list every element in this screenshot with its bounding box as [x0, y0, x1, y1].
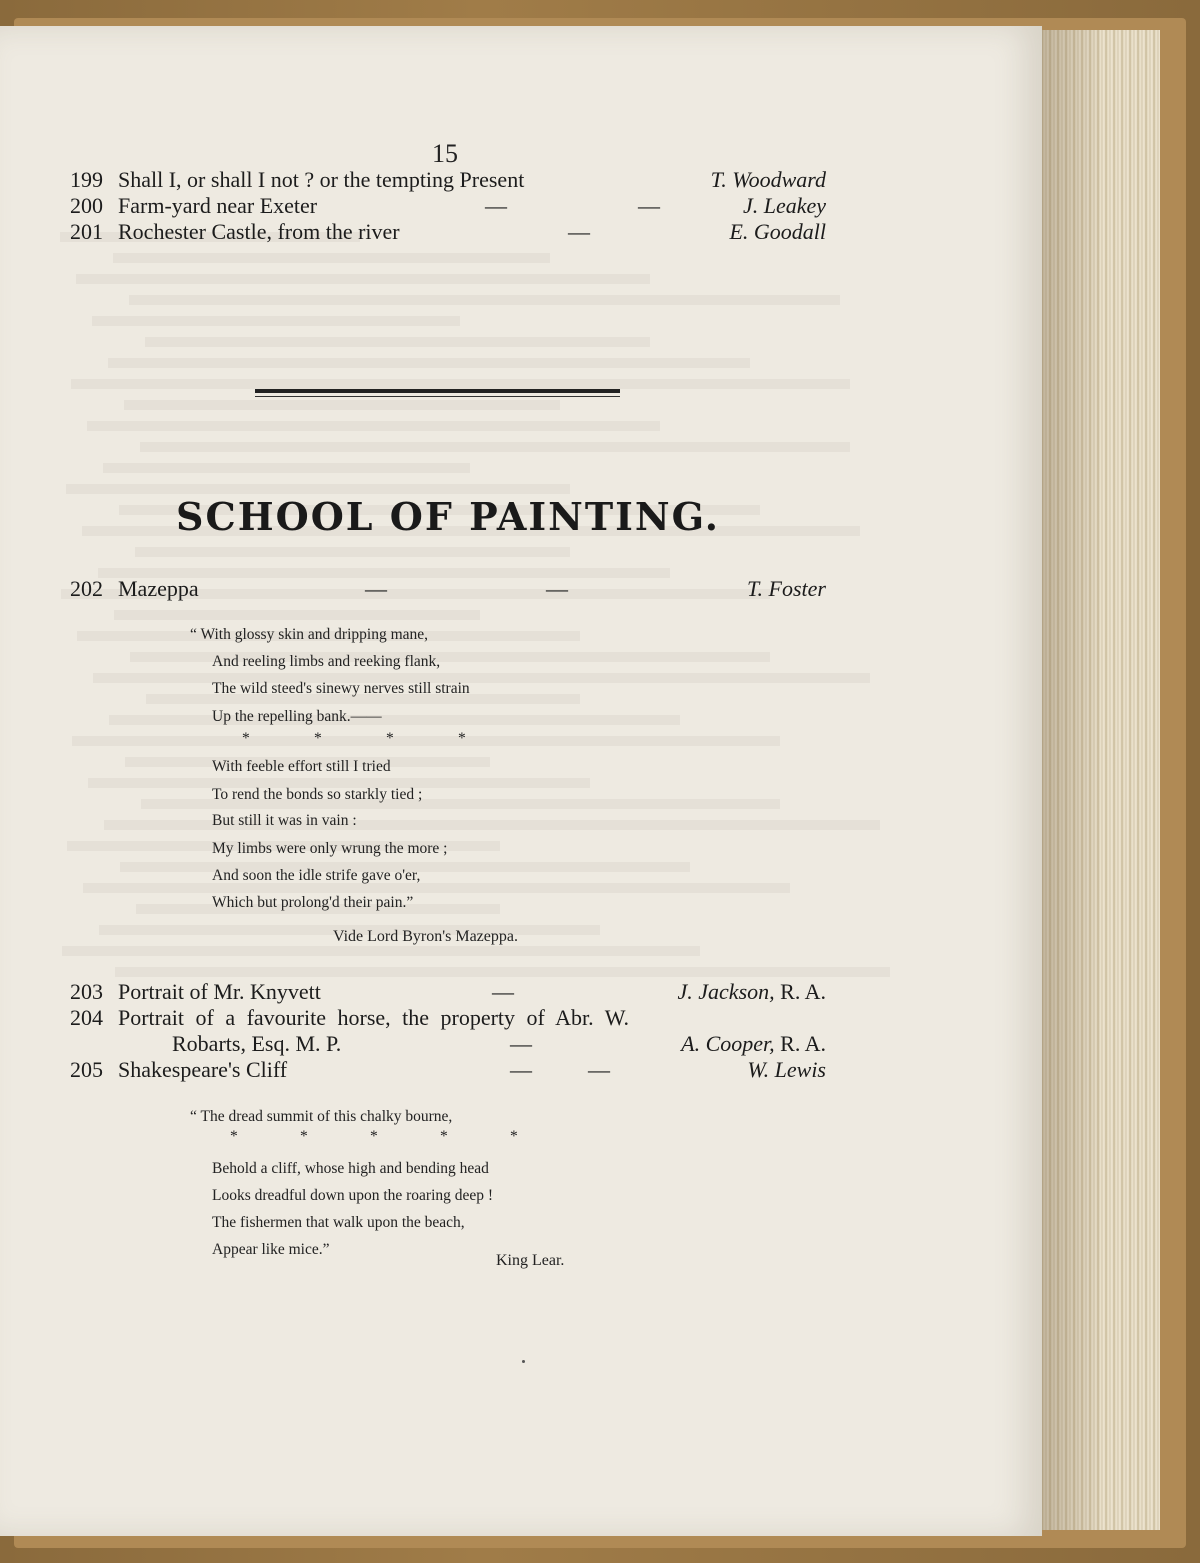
entry-dash: —: [568, 219, 590, 244]
entry-dash: —: [588, 1057, 610, 1082]
show-through-line: [145, 337, 650, 347]
show-through-line: [113, 253, 550, 263]
show-through-line: [135, 547, 570, 557]
show-through-line: [103, 463, 470, 473]
show-through-line: [76, 274, 650, 284]
entry-artist: E. Goodall: [729, 219, 826, 244]
verse-line: Appear like mice.”: [212, 1241, 330, 1258]
star-mark: *: [370, 1128, 378, 1145]
show-through-line: [87, 421, 660, 431]
show-through-line: [124, 400, 560, 410]
verse-line: Up the repelling bank.——: [212, 708, 382, 725]
entry-artist: A. Cooper,: [681, 1031, 775, 1056]
show-through-line: [71, 379, 850, 389]
show-through-line: [115, 967, 890, 977]
section-heading: SCHOOL OF PAINTING.: [176, 494, 720, 539]
show-through-line: [66, 484, 570, 494]
verse-line: Looks dreadful down upon the roaring deep !: [212, 1187, 494, 1204]
entry-dash: —: [492, 979, 514, 1004]
verse-line: The wild steed's sinewy nerves still strain: [212, 680, 470, 697]
entry-title: Farm-yard near Exeter: [118, 193, 318, 218]
entry-dash: —: [510, 1057, 532, 1082]
verse-line: And soon the idle strife gave o'er,: [212, 867, 421, 884]
verse-line: Which but prolong'd their pain.”: [212, 894, 414, 911]
catalogue-entry: [70, 219, 826, 247]
entry-dash: —: [365, 576, 387, 601]
entry-artist: T. Foster: [746, 576, 826, 601]
entry-title: Portrait of Mr. Knyvett: [118, 979, 321, 1004]
catalogue-entry-continuation: [70, 1031, 826, 1059]
entry-title-continuation: Robarts, Esq. M. P.: [172, 1031, 342, 1056]
entry-dash: —: [510, 1031, 532, 1056]
verse-ellipsis-stars: [190, 730, 590, 750]
entry-title: Shakespeare's Cliff: [118, 1057, 288, 1082]
entry-title: Mazeppa: [118, 576, 199, 601]
quotation-citation: King Lear.: [496, 1252, 565, 1269]
entry-title: Portrait of a favourite horse, the property of Abr. W.: [118, 1005, 630, 1030]
entry-number: 199: [70, 167, 103, 192]
verse-line: “ The dread summit of this chalky bourne,: [190, 1108, 453, 1125]
show-through-line: [129, 295, 840, 305]
quotation-citation: Vide Lord Byron's Mazeppa.: [333, 928, 518, 945]
entry-number: 205: [70, 1057, 103, 1082]
catalogue-entry: [70, 1057, 826, 1085]
star-mark: *: [230, 1128, 238, 1145]
verse-line: “ With glossy skin and dripping mane,: [190, 626, 429, 643]
entry-artist: T. Woodward: [710, 167, 826, 192]
entry-artist: J. Jackson,: [677, 979, 775, 1004]
star-mark: *: [314, 730, 322, 747]
entry-dash: —: [485, 193, 507, 218]
paper-speck: [522, 1360, 525, 1363]
star-mark: *: [386, 730, 394, 747]
star-mark: *: [300, 1128, 308, 1145]
star-mark: *: [242, 730, 250, 747]
entry-artist: J. Leakey: [742, 193, 826, 218]
verse-line: To rend the bonds so starkly tied ;: [212, 786, 423, 803]
catalogue-entry: [70, 576, 826, 604]
verse-line: The fishermen that walk upon the beach,: [212, 1214, 465, 1231]
entry-dash: —: [638, 193, 660, 218]
star-mark: *: [440, 1128, 448, 1145]
show-through-line: [114, 610, 480, 620]
entry-number: 203: [70, 979, 103, 1004]
catalogue-page: [0, 26, 1042, 1536]
quotation-king-lear: [190, 1108, 690, 1298]
catalogue-entry: [70, 979, 826, 1007]
entry-artist-suffix: R. A.: [780, 979, 826, 1004]
entry-title: Rochester Castle, from the river: [118, 219, 400, 244]
catalogue-entry: [70, 193, 826, 221]
entry-artist-suffix: R. A.: [780, 1031, 826, 1056]
entry-number: 202: [70, 576, 103, 601]
show-through-line: [92, 316, 460, 326]
entry-number: 201: [70, 219, 103, 244]
section-rule: [255, 389, 620, 393]
verse-line: But still it was in vain :: [212, 812, 357, 829]
page-edge-shadow: [1040, 30, 1100, 1530]
entry-number: 204: [70, 1005, 103, 1030]
verse-ellipsis-stars: [190, 1128, 590, 1148]
entry-number: 200: [70, 193, 103, 218]
catalogue-entry: [70, 1005, 826, 1033]
section-rule-thin: [255, 396, 620, 397]
verse-line: Behold a cliff, whose high and bending head: [212, 1160, 489, 1177]
show-through-line: [140, 442, 850, 452]
show-through-line: [62, 946, 700, 956]
show-through-line: [108, 358, 750, 368]
verse-line: My limbs were only wrung the more ;: [212, 840, 448, 857]
star-mark: *: [458, 730, 466, 747]
catalogue-entry: [70, 167, 826, 195]
quotation-mazeppa: [190, 626, 690, 946]
star-mark: *: [510, 1128, 518, 1145]
entry-dash: —: [546, 576, 568, 601]
verse-line: With feeble effort still I tried: [212, 758, 391, 775]
page-number: 15: [432, 139, 458, 168]
verse-line: And reeling limbs and reeking flank,: [212, 653, 441, 670]
entry-artist: W. Lewis: [747, 1057, 826, 1082]
entry-title: Shall I, or shall I not ? or the tempting Present: [118, 167, 525, 192]
